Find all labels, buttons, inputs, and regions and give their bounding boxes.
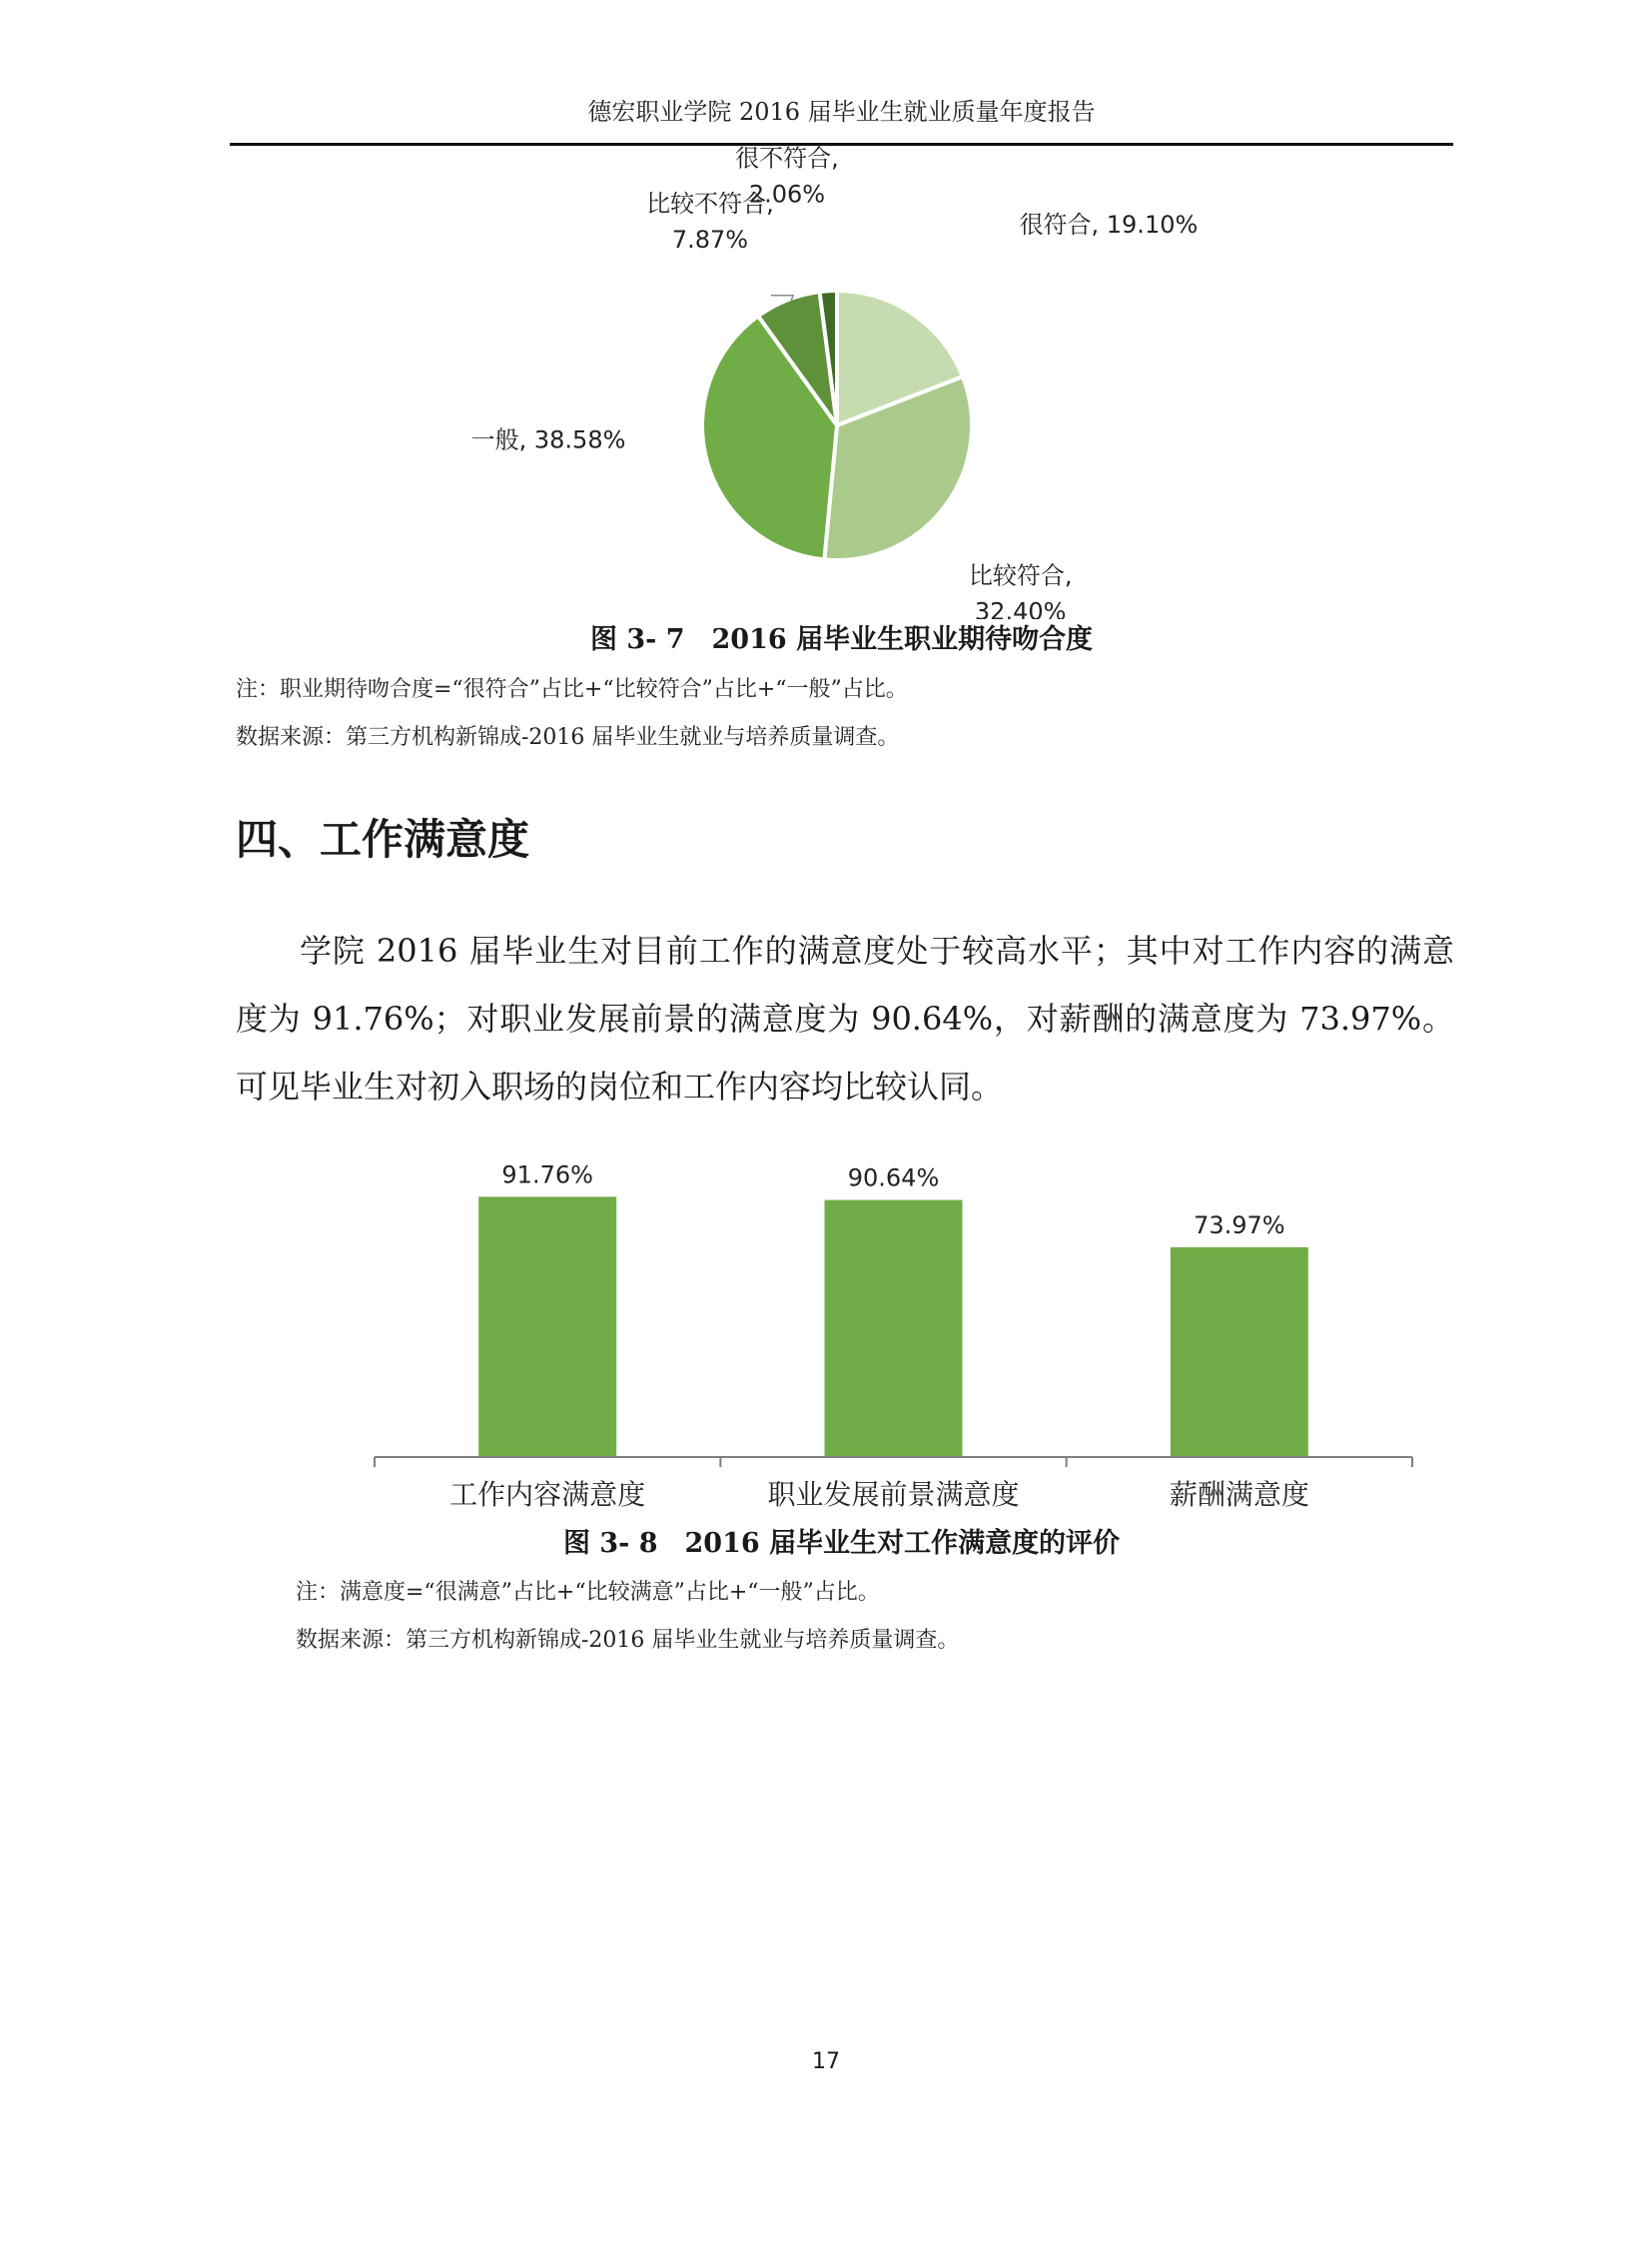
section-heading: 四、工作满意度: [236, 815, 530, 864]
x-tick-label: 工作内容满意度: [449, 1478, 646, 1511]
figure-3-7-source: 数据来源：第三方机构新锦成-2016 届毕业生就业与培养质量调查。: [236, 725, 900, 750]
x-tick-label: 职业发展前景满意度: [767, 1478, 1020, 1511]
bar-data-label: 73.97%: [1194, 1210, 1285, 1239]
page-number: 17: [812, 2049, 840, 2074]
figure-3-7-caption: 图 3- 7 2016 届毕业生职业期待吻合度: [589, 624, 1094, 655]
pie-data-label: 7.87%: [671, 225, 749, 254]
pie-data-label: 比较符合,: [968, 561, 1073, 590]
pie-data-label: 2.06%: [748, 180, 826, 209]
pie-data-label: 32.40%: [974, 597, 1067, 619]
bar: [825, 1200, 963, 1457]
bar: [478, 1196, 616, 1457]
running-header: 德宏职业学院 2016 届毕业生就业质量年度报告: [587, 98, 1096, 126]
figure-3-8-note: 注：满意度=“很满意”占比+“比较满意”占比+“一般”占比。: [296, 1580, 880, 1605]
figure-3-8-source: 数据来源：第三方机构新锦成-2016 届毕业生就业与培养质量调查。: [296, 1628, 960, 1653]
bar-data-label: 91.76%: [501, 1160, 593, 1189]
x-tick-label: 薪酬满意度: [1169, 1478, 1309, 1511]
figure-3-8-caption: 图 3- 8 2016 届毕业生对工作满意度的评价: [562, 1528, 1121, 1559]
pie-data-label: 很符合, 19.10%: [1019, 211, 1199, 240]
pie-data-label: 一般, 38.58%: [470, 425, 626, 454]
pie-data-label: 很不符合,: [735, 144, 839, 173]
pie-data-label: 比较不符合,: [646, 189, 774, 218]
bar-data-label: 90.64%: [847, 1163, 940, 1192]
figure-3-7-note: 注：职业期待吻合度=“很符合”占比+“比较符合”占比+“一般”占比。: [236, 677, 908, 702]
bar: [1171, 1247, 1308, 1457]
body-paragraph: 学院 2016 届毕业生对目前工作的满意度处于较高水平；其中对工作内容的满意度为 91.76%；对职业发展前景的满意度为 90.64%，对薪酬的满意度为 73.97%。可见毕业生对初入职场的岗位和工作内容均比较认同。: [236, 932, 1454, 1106]
